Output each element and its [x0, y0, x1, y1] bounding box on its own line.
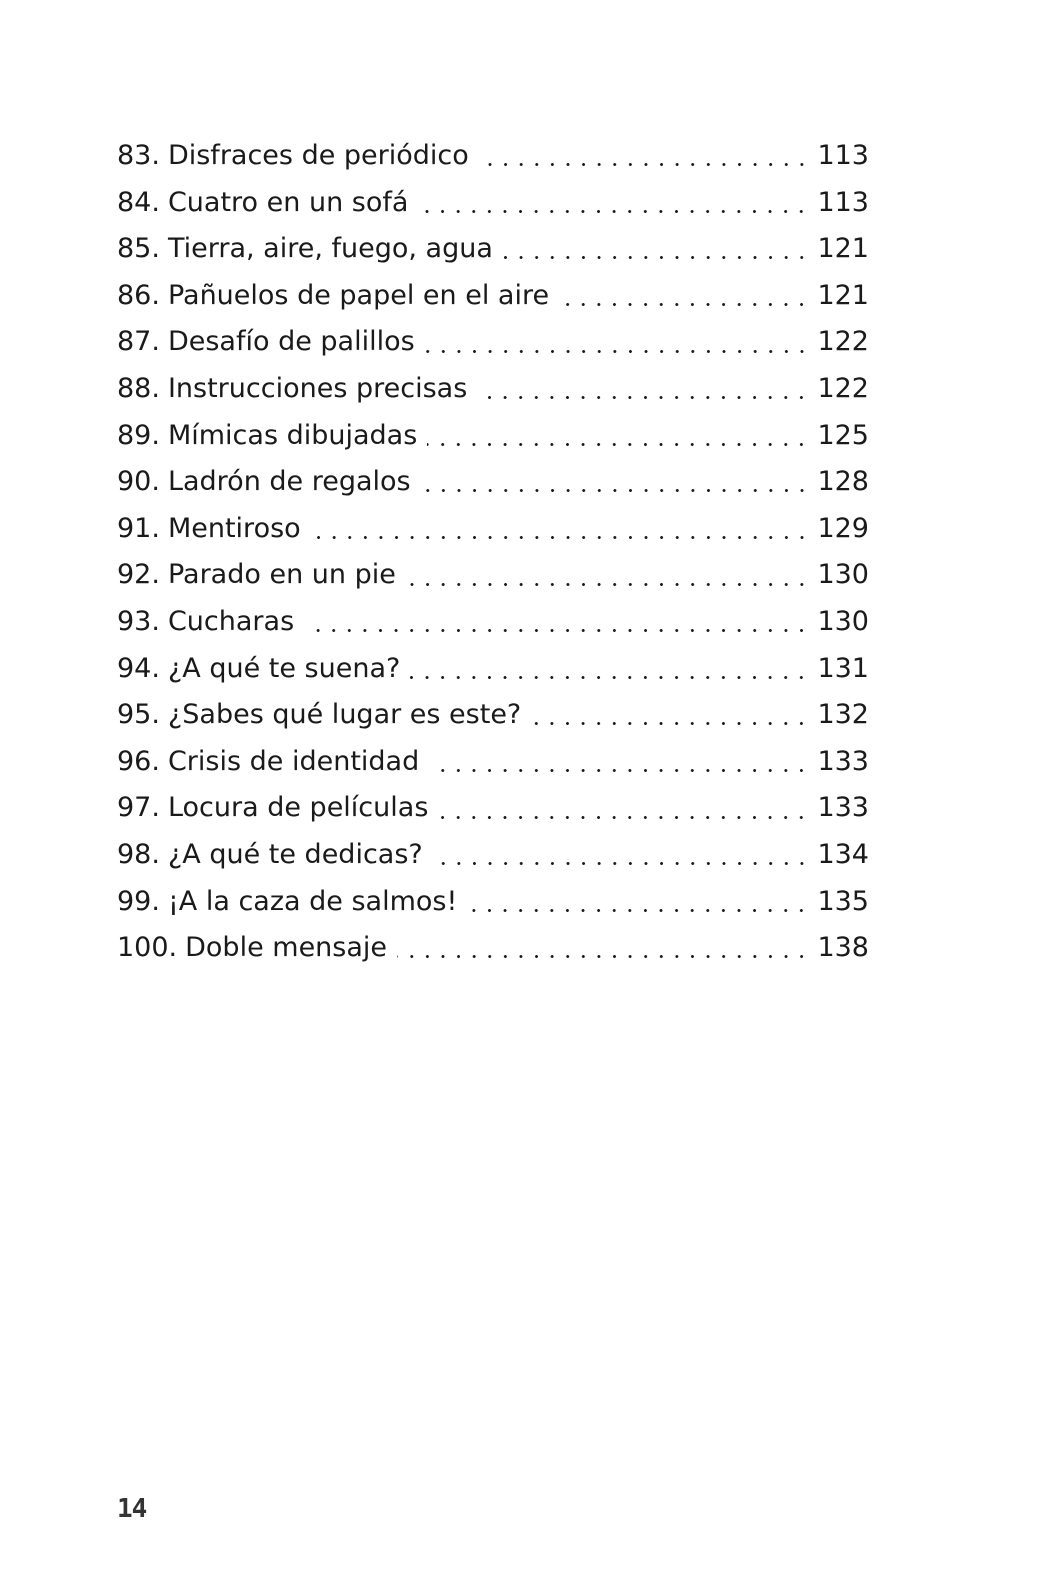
toc-entry-page: 113: [817, 140, 869, 171]
dot-leader: [418, 196, 809, 216]
toc-entry-number: 85.: [117, 233, 160, 265]
toc-entry: [117, 416, 869, 463]
toc-entry-page: 133: [817, 745, 869, 777]
toc-entry-number: 83.: [117, 140, 160, 171]
toc-entry: [117, 136, 869, 183]
toc-entry-title: Locura de películas: [167, 792, 429, 824]
toc-entry: [117, 742, 869, 789]
dot-leader: [425, 336, 810, 356]
toc-entry: [117, 509, 869, 556]
toc-entry-number: 99.: [117, 885, 160, 917]
toc-entry-title: Disfraces de periódico: [167, 140, 469, 171]
toc-entry-title: Mímicas dibujadas: [167, 419, 418, 451]
toc-entry-page: 129: [817, 512, 869, 544]
toc-entry-page: 131: [817, 652, 869, 684]
dot-leader: [397, 941, 809, 961]
toc-entry-number: 84.: [117, 186, 160, 218]
toc-entry-title: Parado en un pie: [167, 559, 396, 591]
toc-entry-number: 96.: [117, 745, 160, 777]
toc-entry-title: Crisis de identidad: [167, 745, 420, 777]
toc-entry-number: 98.: [117, 838, 160, 870]
toc-entry-number: 93.: [117, 605, 160, 637]
toc-entry: [117, 229, 869, 276]
toc-entry-title: ¿Sabes qué lugar es este?: [167, 699, 522, 731]
toc-entry-page: 132: [817, 699, 869, 731]
toc-entry-page: 121: [817, 279, 869, 311]
toc-entry-title: ¡A la caza de salmos!: [167, 885, 458, 917]
table-of-contents: [117, 136, 869, 975]
toc-entry-title: Pañuelos de papel en el aire: [167, 279, 550, 311]
toc-entry: [117, 555, 869, 602]
toc-entry-title: Instrucciones precisas: [167, 372, 468, 404]
toc-entry-page: 138: [817, 932, 869, 964]
dot-leader: [304, 615, 809, 635]
toc-entry-number: 92.: [117, 559, 160, 591]
toc-entry-number: 91.: [117, 512, 160, 544]
toc-entry-page: 128: [817, 466, 869, 498]
dot-leader: [467, 895, 809, 915]
toc-entry-number: 88.: [117, 372, 160, 404]
toc-entry-title: Tierra, aire, fuego, agua: [167, 233, 493, 265]
dot-leader: [559, 289, 809, 309]
toc-entry: [117, 462, 869, 509]
toc-entry-number: 89.: [117, 419, 160, 451]
toc-entry-number: 94.: [117, 652, 160, 684]
toc-entry-title: Doble mensaje: [185, 932, 388, 964]
toc-entry: [117, 695, 869, 742]
toc-entry-page: 125: [817, 419, 869, 451]
toc-entry: [117, 322, 869, 369]
toc-entry-number: 97.: [117, 792, 160, 824]
dot-leader: [311, 522, 810, 542]
toc-entry-title: ¿A qué te suena?: [167, 652, 401, 684]
dot-leader: [477, 382, 809, 402]
dot-leader: [531, 708, 809, 728]
toc-entry-title: Cuatro en un sofá: [167, 186, 409, 218]
toc-entry-number: 95.: [117, 699, 160, 731]
dot-leader: [421, 475, 810, 495]
toc-entry: [117, 369, 869, 416]
toc-entry: [117, 183, 869, 230]
toc-entry-page: 130: [817, 605, 869, 637]
toc-entry-page: 122: [817, 372, 869, 404]
toc-entry: [117, 602, 869, 649]
dot-leader: [427, 429, 809, 449]
toc-entry-title: Mentiroso: [167, 512, 301, 544]
page-number: 14: [117, 1494, 147, 1524]
toc-entry-page: 121: [817, 233, 869, 265]
toc-entry-page: 133: [817, 792, 869, 824]
toc-entry: [117, 835, 869, 882]
toc-entry-title: Desafío de palillos: [167, 326, 415, 358]
dot-leader: [406, 569, 810, 589]
toc-entry: [117, 928, 869, 975]
toc-entry-title: Cucharas: [167, 605, 295, 637]
toc-entry-number: 87.: [117, 326, 160, 358]
dot-leader: [410, 662, 809, 682]
toc-entry-number: 90.: [117, 466, 160, 498]
toc-entry: [117, 649, 869, 696]
toc-entry-page: 130: [817, 559, 869, 591]
toc-entry: [117, 882, 869, 929]
dot-leader: [503, 242, 810, 262]
dot-leader: [433, 848, 810, 868]
toc-entry-title: ¿A qué te dedicas?: [167, 838, 423, 870]
toc-entry-number: 100.: [117, 932, 178, 964]
toc-entry-number: 86.: [117, 279, 160, 311]
toc-entry-page: 113: [817, 186, 869, 218]
dot-leader: [479, 149, 810, 169]
dot-leader: [429, 755, 809, 775]
toc-entry-title: Ladrón de regalos: [167, 466, 411, 498]
toc-entry-page: 134: [817, 838, 869, 870]
dot-leader: [438, 802, 809, 822]
toc-entry: [117, 788, 869, 835]
toc-entry: [117, 276, 869, 323]
toc-entry-page: 135: [817, 885, 869, 917]
toc-entry-page: 122: [817, 326, 869, 358]
